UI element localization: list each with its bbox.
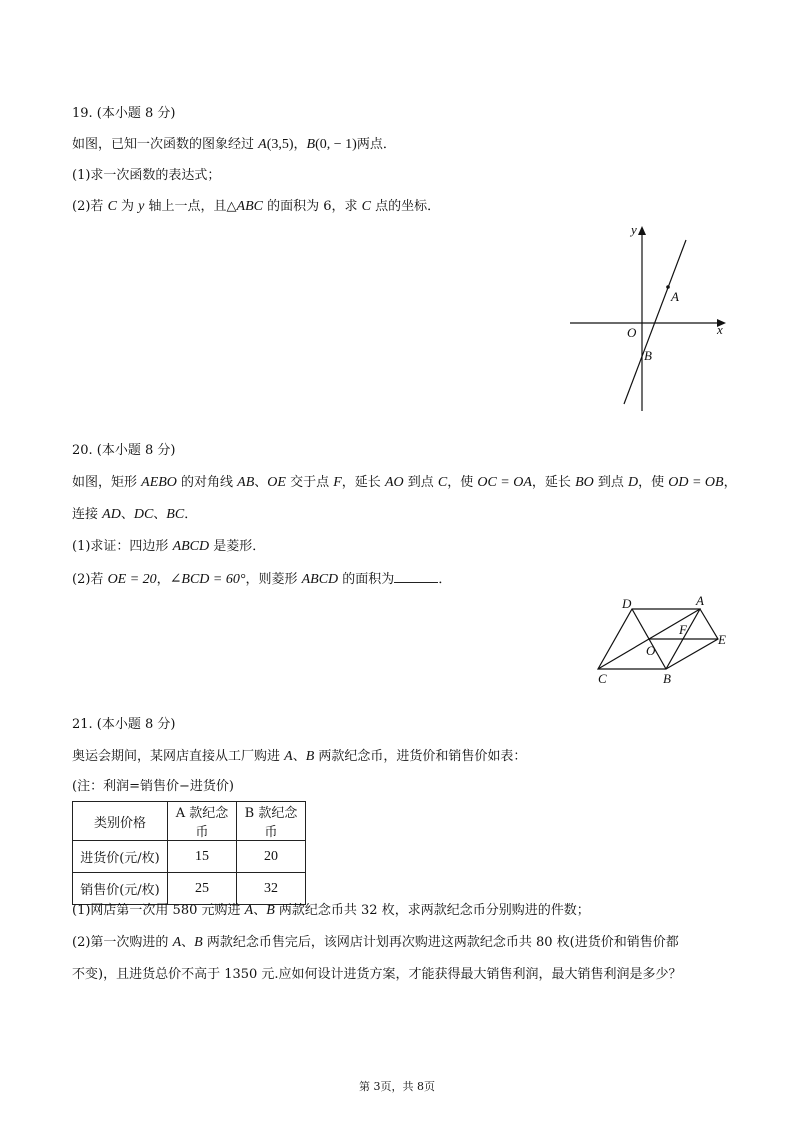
q19-header: 19. (本小题 8 分) [72,106,176,121]
table-cell: 销售价(元/枚) [73,873,168,905]
label-a: A [696,594,704,608]
label-d: D [622,596,632,611]
label-o: O [646,643,656,658]
label-y: y [631,222,637,237]
table-header-cell: B 款纪念币 [237,802,306,841]
q19-stem: 如图，已知一次函数的图象经过 A(3,5)，B(0, − 1)两点． [72,137,396,152]
label-o: O [627,325,637,340]
answer-blank [394,570,438,583]
q20-header: 20. (本小题 8 分) [72,443,176,458]
q21-part2-line2: 不变)，且进货总价不高于 1350 元.应如何设计进货方案，才能获得最大销售利润，最大销售利润是多少？ [72,967,682,982]
label-e: E [718,632,726,647]
q20-stem-line2: 连接 AD、DC、BC． [72,507,198,522]
q21-part2-line1: (2)第一次购进的 A、B 两款纪念币售完后，该网店计划再次购进这两款纪念币共 80 枚(进货价和销售价都 [72,935,679,950]
y-axis-arrow-icon [638,226,646,235]
q21-part1: (1)网店第一次用 580 元购进 A、B 两款纪念币共 32 枚，求两款纪念币分别购进的件数； [72,903,590,918]
q19-part1: (1)求一次函数的表达式； [72,168,221,183]
table-cell: 15 [168,841,237,873]
q19-figure [560,216,740,416]
table-cell: 25 [168,873,237,905]
label-a: A [671,289,679,304]
label-c: C [598,671,607,686]
page-footer: 第 3页，共 8页 [359,1080,435,1093]
q19-part2: (2)若 C 为 y 轴上一点，且△ABC 的面积为 6，求 C 点的坐标． [72,199,441,214]
table-cell: 20 [237,841,306,873]
price-table [72,801,306,905]
q20-part1: (1)求证：四边形 ABCD 是菱形． [72,539,266,554]
label-b: B [644,348,652,363]
label-x: x [717,322,723,337]
label-b: B [663,671,671,686]
point-a [666,285,670,289]
table-header-row [73,802,306,841]
q21-stem: 奥运会期间，某网店直接从工厂购进 A、B 两款纪念币，进货价和销售价如表： [72,749,527,764]
q20-figure [590,594,740,690]
table-row [73,841,306,873]
table-cell: 32 [237,873,306,905]
q20-stem-line1: 如图，矩形 AEBO 的对角线 AB、OE 交于点 F，延长 AO 到点 C，使 OC = OA，延长 BO 到点 D，使 OD = OB， [72,475,737,490]
table-row [73,873,306,905]
q21-note: (注：利润=销售价−进货价) [72,779,234,794]
table-header-cell: A 款纪念币 [168,802,237,841]
label-f: F [679,622,687,637]
table-header-cell: 类别价格 [73,802,168,841]
q21-header: 21. (本小题 8 分) [72,717,176,732]
function-line [624,240,686,404]
table-cell: 进货价(元/枚) [73,841,168,873]
q20-part2: (2)若 OE = 20，∠BCD = 60°，则菱形 ABCD 的面积为 ． [72,572,452,587]
